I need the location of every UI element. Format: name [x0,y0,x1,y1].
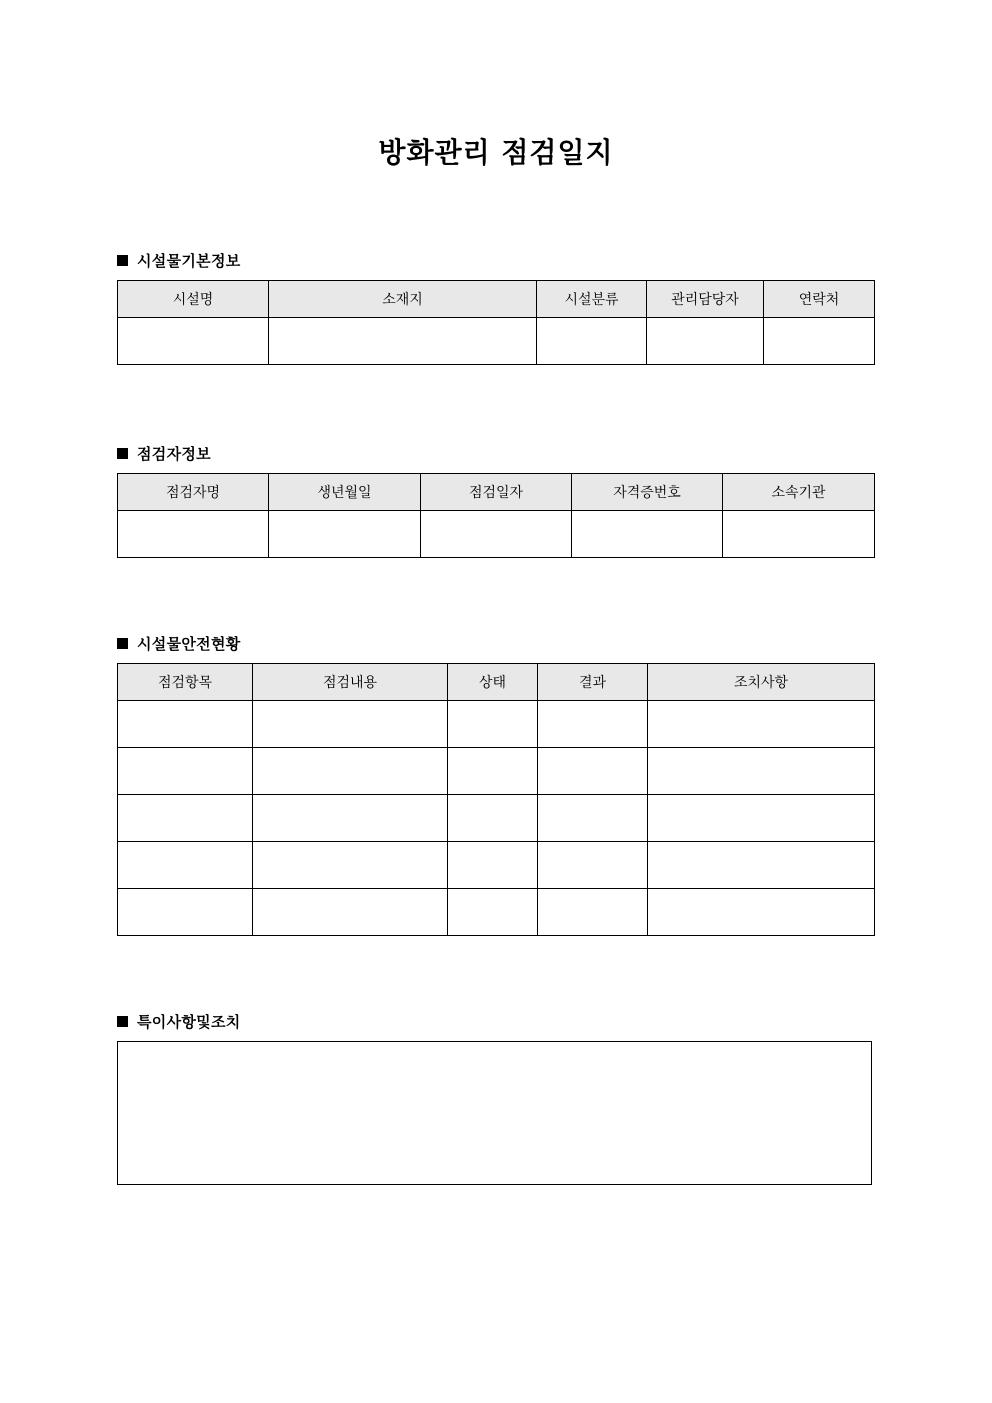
cell-manager[interactable] [647,318,764,365]
column-header-manager: 관리담당자 [647,281,764,318]
cell-facility-name[interactable] [118,318,269,365]
column-header-license-number: 자격증번호 [572,474,723,511]
cell-condition[interactable] [448,748,538,795]
column-header-inspector-name: 점검자명 [118,474,269,511]
page-title: 방화관리 점검일지 [378,136,614,169]
section-special-notes [117,1011,874,1185]
cell-organization[interactable] [723,511,875,558]
filled-square-bullet-icon [117,1016,128,1027]
special-notes-textarea[interactable] [117,1041,872,1185]
cell-result[interactable] [538,748,648,795]
cell-inspection-item[interactable] [118,701,253,748]
cell-inspection-detail[interactable] [253,889,448,936]
table-row [118,795,875,842]
section-safety-status [117,633,874,936]
facility-info-table [117,280,875,365]
cell-license-number[interactable] [572,511,723,558]
cell-inspection-item[interactable] [118,748,253,795]
section-inspector-info [117,443,874,558]
cell-condition[interactable] [448,842,538,889]
column-header-result: 결과 [538,664,648,701]
column-header-inspection-item: 점검항목 [118,664,253,701]
inspector-info-table [117,473,875,558]
cell-birthdate[interactable] [269,511,421,558]
column-header-facility-name: 시설명 [118,281,269,318]
section-heading-facility-info [117,250,874,271]
cell-facility-category[interactable] [537,318,647,365]
cell-result[interactable] [538,889,648,936]
column-header-inspection-date: 점검일자 [421,474,572,511]
table-row [118,842,875,889]
section-heading-inspector-info [117,443,874,464]
cell-result[interactable] [538,842,648,889]
column-header-birthdate: 생년월일 [269,474,421,511]
section-facility-info [117,250,874,365]
table-row [118,889,875,936]
cell-inspection-detail[interactable] [253,842,448,889]
cell-inspector-name[interactable] [118,511,269,558]
table-header-row [118,664,875,701]
cell-action-taken[interactable] [648,889,875,936]
section-heading-special-notes [117,1011,874,1032]
cell-action-taken[interactable] [648,701,875,748]
table-row [118,701,875,748]
table-row [118,748,875,795]
filled-square-bullet-icon [117,638,128,649]
column-header-facility-category: 시설분류 [537,281,647,318]
cell-inspection-item[interactable] [118,889,253,936]
cell-inspection-detail[interactable] [253,795,448,842]
cell-action-taken[interactable] [648,842,875,889]
section-heading-label: 특이사항및조치 [137,1013,241,1031]
column-header-condition: 상태 [448,664,538,701]
section-heading-label: 시설물안전현황 [137,635,241,653]
column-header-inspection-detail: 점검내용 [253,664,448,701]
column-header-location: 소재지 [269,281,537,318]
column-header-contact: 연락처 [764,281,875,318]
cell-result[interactable] [538,701,648,748]
cell-inspection-item[interactable] [118,795,253,842]
table-header-row [118,281,875,318]
cell-action-taken[interactable] [648,795,875,842]
cell-condition[interactable] [448,701,538,748]
cell-inspection-detail[interactable] [253,701,448,748]
section-heading-label: 시설물기본정보 [137,252,241,270]
cell-inspection-detail[interactable] [253,748,448,795]
column-header-organization: 소속기관 [723,474,875,511]
safety-status-table [117,663,875,936]
section-heading-label: 점검자정보 [137,445,211,463]
table-row [118,511,875,558]
filled-square-bullet-icon [117,255,128,266]
cell-inspection-item[interactable] [118,842,253,889]
cell-action-taken[interactable] [648,748,875,795]
cell-result[interactable] [538,795,648,842]
filled-square-bullet-icon [117,448,128,459]
section-heading-safety-status [117,633,874,654]
cell-inspection-date[interactable] [421,511,572,558]
cell-location[interactable] [269,318,537,365]
cell-condition[interactable] [448,795,538,842]
cell-contact[interactable] [764,318,875,365]
table-row [118,318,875,365]
table-header-row [118,474,875,511]
column-header-action-taken: 조치사항 [648,664,875,701]
cell-condition[interactable] [448,889,538,936]
